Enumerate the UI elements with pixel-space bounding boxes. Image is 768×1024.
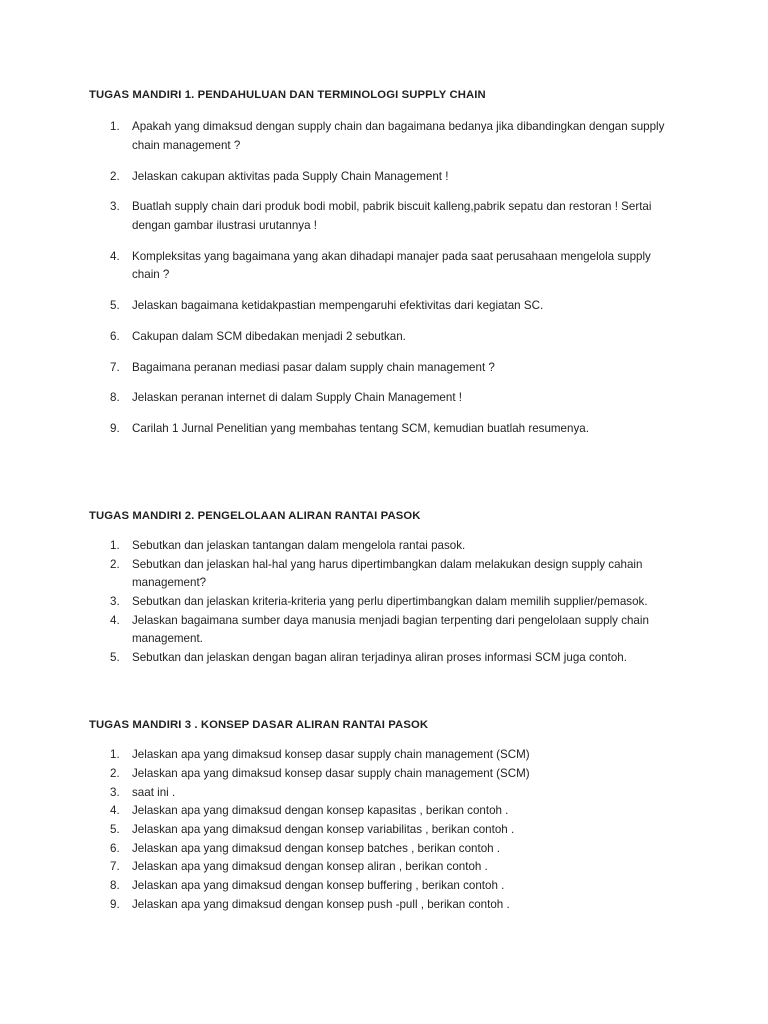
question-number: 9.: [110, 897, 120, 911]
question-item: [89, 328, 674, 347]
section-tugas-mandiri-3: [89, 718, 674, 915]
question-text: Jelaskan apa yang dimaksud konsep dasar supply chain management (SCM): [132, 766, 530, 780]
question-item: [89, 858, 674, 877]
question-text: saat ini .: [132, 785, 176, 799]
question-number: 3.: [110, 595, 120, 609]
question-text: Jelaskan apa yang dimaksud dengan konsep kapasitas , berikan contoh .: [132, 804, 509, 818]
question-text: Jelaskan apa yang dimaksud dengan konsep batches , berikan contoh .: [132, 841, 501, 855]
question-text: Buatlah supply chain dari produk bodi mobil, pabrik biscuit kalleng,pabrik sepatu dan restoran ! Sertai dengan gambar ilustrasi urutannya !: [132, 200, 652, 233]
question-text: Jelaskan peranan internet di dalam Supply Chain Management !: [132, 391, 462, 405]
question-item: [89, 877, 674, 896]
question-item: [89, 297, 674, 316]
question-list: [89, 746, 674, 914]
question-number: 7.: [110, 860, 120, 874]
question-item: [89, 896, 674, 915]
question-text: Jelaskan apa yang dimaksud dengan konsep variabilitas , berikan contoh .: [132, 822, 515, 836]
question-text: Jelaskan apa yang dimaksud dengan konsep push -pull , berikan contoh .: [132, 897, 510, 911]
question-item: [89, 389, 674, 408]
question-item: [89, 248, 674, 285]
question-item: [89, 420, 674, 439]
question-item: [89, 593, 674, 612]
section-heading: TUGAS MANDIRI 1. PENDAHULUAN DAN TERMINOLOGI SUPPLY CHAIN: [89, 89, 486, 101]
question-number: 8.: [110, 391, 120, 405]
question-number: 6.: [110, 841, 120, 855]
question-item: [89, 784, 674, 803]
question-text: Kompleksitas yang bagaimana yang akan dihadapi manajer pada saat perusahaan mengelola supply chain ?: [132, 249, 651, 282]
question-item: [89, 821, 674, 840]
question-number: 2.: [110, 169, 120, 183]
question-item: [89, 118, 674, 155]
question-number: 5.: [110, 299, 120, 313]
section-heading: TUGAS MANDIRI 3 . KONSEP DASAR ALIRAN RANTAI PASOK: [89, 718, 429, 731]
question-item: [89, 556, 674, 593]
question-list: [89, 118, 674, 438]
question-item: [89, 649, 674, 668]
question-item: [89, 765, 674, 784]
question-text: Bagaimana peranan mediasi pasar dalam supply chain management ?: [132, 360, 495, 374]
question-number: 1.: [110, 120, 120, 134]
question-number: 4.: [110, 613, 120, 627]
question-text: Jelaskan apa yang dimaksud dengan konsep aliran , berikan contoh .: [132, 860, 488, 874]
question-text: Apakah yang dimaksud dengan supply chain dan bagaimana bedanya jika dibandingkan dengan supply chain management ?: [132, 120, 665, 152]
question-text: Sebutkan dan jelaskan hal-hal yang harus dipertimbangkan dalam melakukan design supply cahain management?: [132, 557, 643, 590]
question-text: Jelaskan bagaimana sumber daya manusia menjadi bagian terpenting dari pengelolaan supply chain management.: [132, 613, 649, 646]
question-item: [89, 802, 674, 821]
question-item: [89, 612, 674, 649]
question-item: [89, 168, 674, 187]
question-number: 1.: [110, 538, 120, 552]
question-text: Sebutkan dan jelaskan dengan bagan aliran terjadinya aliran proses informasi SCM juga contoh.: [132, 651, 627, 665]
question-text: Cakupan dalam SCM dibedakan menjadi 2 sebutkan.: [132, 329, 406, 343]
question-number: 6.: [110, 329, 120, 343]
question-number: 5.: [110, 822, 120, 836]
document-body: [89, 88, 674, 914]
question-item: [89, 840, 674, 859]
question-number: 4.: [110, 249, 120, 263]
question-item: [89, 359, 674, 378]
question-list: [89, 537, 674, 668]
question-number: 8.: [110, 879, 120, 893]
question-text: Jelaskan cakupan aktivitas pada Supply Chain Management !: [132, 169, 449, 183]
question-number: 2.: [110, 766, 120, 780]
question-number: 3.: [110, 785, 120, 799]
question-item: [89, 746, 674, 765]
question-item: [89, 198, 674, 235]
question-text: Sebutkan dan jelaskan kriteria-kriteria yang perlu dipertimbangkan dalam memilih supplier/pemasok.: [132, 595, 648, 609]
section-tugas-mandiri-1: [89, 88, 674, 439]
section-tugas-mandiri-2: [89, 509, 674, 668]
question-number: 4.: [110, 804, 120, 818]
question-number: 9.: [110, 421, 120, 435]
question-text: Jelaskan bagaimana ketidakpastian mempengaruhi efektivitas dari kegiatan SC.: [132, 299, 544, 313]
question-number: 7.: [110, 360, 120, 374]
question-number: 2.: [110, 557, 120, 571]
question-text: Jelaskan apa yang dimaksud dengan konsep buffering , berikan contoh .: [132, 879, 505, 893]
question-text: Carilah 1 Jurnal Penelitian yang membahas tentang SCM, kemudian buatlah resumenya.: [132, 421, 589, 435]
section-heading: TUGAS MANDIRI 2. PENGELOLAAN ALIRAN RANTAI PASOK: [89, 509, 421, 522]
question-number: 5.: [110, 651, 120, 665]
question-text: Sebutkan dan jelaskan tantangan dalam mengelola rantai pasok.: [132, 538, 466, 552]
question-item: [89, 537, 674, 556]
question-text: Jelaskan apa yang dimaksud konsep dasar supply chain management (SCM): [132, 748, 530, 762]
question-number: 1.: [110, 748, 120, 762]
question-number: 3.: [110, 200, 120, 214]
